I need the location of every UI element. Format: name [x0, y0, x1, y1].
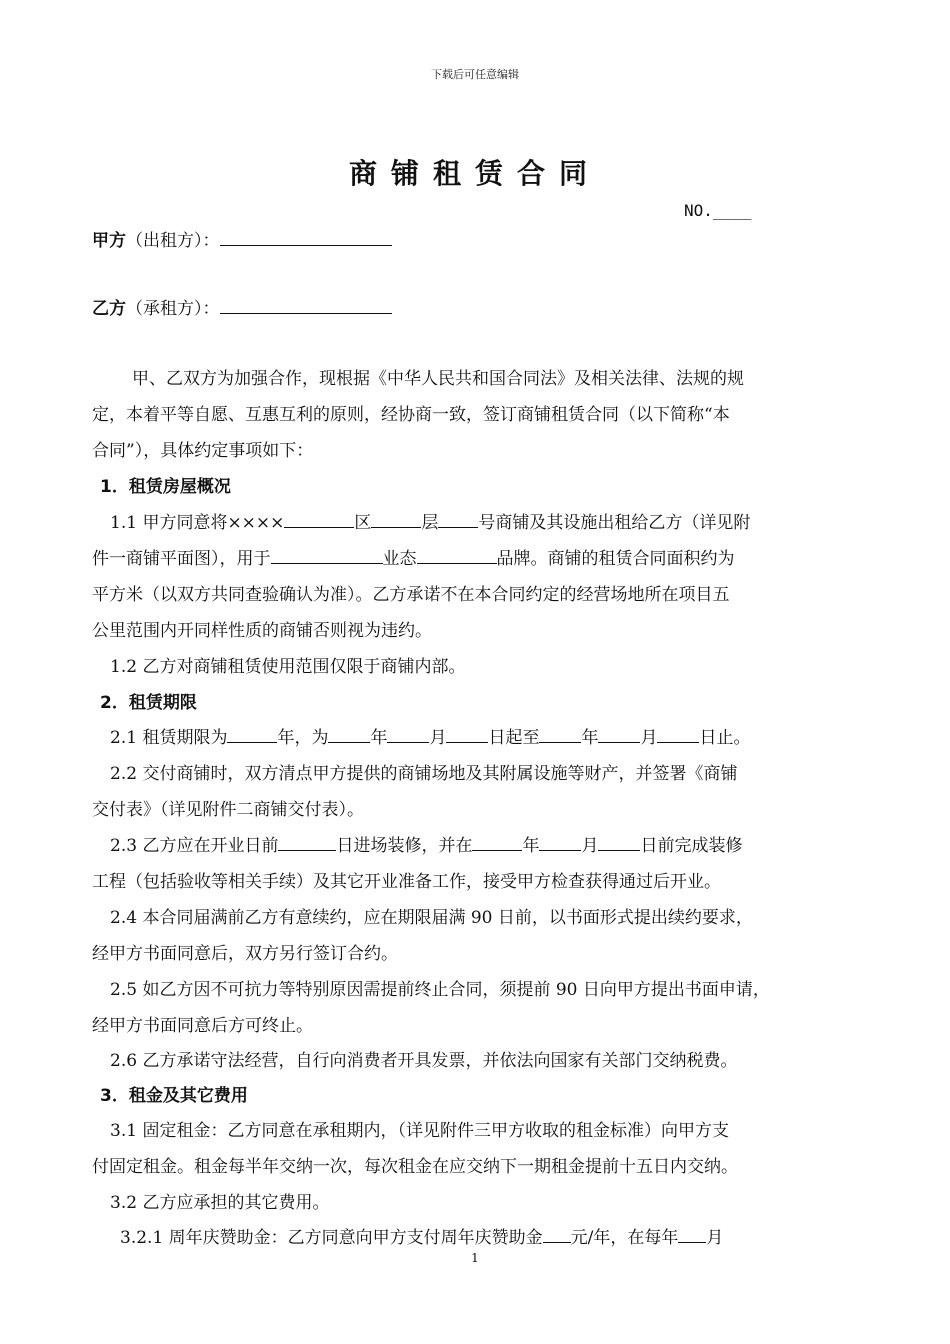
party-b-blank[interactable] — [220, 297, 392, 314]
clause-text: 层 — [421, 513, 439, 533]
fill-blank[interactable] — [472, 834, 522, 851]
clause-text: 年 — [522, 836, 540, 856]
clause-2-2: 2.2 交付商铺时，双方清点甲方提供的商铺场地及其附属设施等财产，并签署《商铺 — [110, 764, 738, 784]
clause-text: 业态 — [382, 549, 417, 569]
intro-line: 定，本着平等自愿、互惠互利的原则，经协商一致，签订商铺租赁合同（以下简称“本 — [92, 405, 730, 425]
party-a-blank[interactable] — [220, 229, 392, 246]
clause-text: 日进场装修，并在 — [336, 836, 473, 856]
fill-blank[interactable] — [227, 726, 277, 743]
clause-text: 年，为 — [277, 728, 329, 748]
section-heading: 3．租金及其它费用 — [100, 1086, 248, 1106]
clause-line: 交付表》（详见附件二商铺交付表）。 — [92, 800, 364, 820]
party-a-role: （出租方）： — [126, 231, 220, 251]
clause-2-1 — [110, 723, 750, 748]
section-heading: 2．租赁期限 — [100, 693, 197, 713]
fill-blank[interactable] — [539, 834, 581, 851]
clause-line: 经甲方书面同意后，双方另行签订合约。 — [92, 944, 398, 964]
clause-text: 日起至 — [488, 728, 540, 748]
clause-2-3 — [110, 831, 742, 856]
clause-text: 日前完成装修 — [640, 836, 743, 856]
section-heading: 1．租赁房屋概况 — [100, 477, 231, 497]
party-b-line — [92, 294, 392, 319]
clause-text: 号商铺及其设施出租给乙方（详见附 — [478, 513, 751, 533]
clause-2-4: 2.4 本合同届满前乙方有意续约，应在期限届满 90 日前，以书面形式提出续约要求， — [110, 908, 753, 928]
clause-text: 3.2.1 周年庆赞助金：乙方同意向甲方支付周年庆赞助金 — [120, 1228, 543, 1248]
clause-text: 月 — [581, 836, 599, 856]
clause-text: 年 — [581, 728, 599, 748]
contract-number: NO.____ — [684, 201, 752, 220]
clause-text: 月 — [429, 728, 447, 748]
fill-blank[interactable] — [539, 726, 581, 743]
clause-line: 经甲方书面同意后方可终止。 — [92, 1016, 313, 1036]
party-b-label: 乙方 — [92, 299, 126, 319]
clause-text: 月 — [706, 1228, 724, 1248]
clause-3-1: 3.1 固定租金：乙方同意在承租期内，（详见附件三甲方收取的租金标准）向甲方支 — [110, 1121, 729, 1141]
clause-text: 区 — [354, 513, 372, 533]
fill-blank[interactable] — [678, 1226, 706, 1243]
clause-2-6: 2.6 乙方承诺守法经营，自行向消费者开具发票，并依法向国家有关部门交纳税费。 — [110, 1051, 738, 1071]
fill-blank[interactable] — [278, 834, 336, 851]
fill-blank[interactable] — [446, 726, 488, 743]
fill-blank[interactable] — [284, 511, 354, 528]
party-a-line — [92, 226, 392, 251]
clause-text: 年 — [370, 728, 388, 748]
fill-blank[interactable] — [387, 726, 429, 743]
clause-text: 件一商铺平面图），用于 — [92, 549, 271, 569]
intro-line: 甲、乙双方为加强合作，现根据《中华人民共和国合同法》及相关法律、法规的规 — [132, 369, 744, 389]
clause-3-2-1 — [120, 1223, 723, 1248]
clause-line: 工程（包括验收等相关手续）及其它开业准备工作，接受甲方检查获得通过后开业。 — [92, 872, 721, 892]
fill-blank[interactable] — [657, 726, 699, 743]
fill-blank[interactable] — [598, 834, 640, 851]
fill-blank[interactable] — [438, 511, 478, 528]
clause-text: 元/年，在每年 — [570, 1228, 679, 1248]
clause-line: 付固定租金。租金每半年交纳一次，每次租金在应交纳下一期租金提前十五日内交纳。 — [92, 1157, 738, 1177]
intro-line: 合同”），具体约定事项如下： — [92, 441, 314, 461]
fill-blank[interactable] — [328, 726, 370, 743]
fill-blank[interactable] — [543, 1226, 571, 1243]
fill-blank[interactable] — [417, 547, 497, 564]
clause-line: 平方米（以双方共同查验确认为准）。乙方承诺不在本合同约定的经营场地所在项目五 — [92, 585, 730, 605]
fill-blank[interactable] — [598, 726, 640, 743]
clause-text: 2.1 租赁期限为 — [110, 728, 228, 748]
clause-text: 2.3 乙方应在开业日前 — [110, 836, 279, 856]
page-number: 1 — [471, 1251, 479, 1265]
clause-1-2: 1.2 乙方对商铺租赁使用范围仅限于商铺内部。 — [110, 657, 466, 677]
party-b-role: （承租方）： — [126, 299, 220, 319]
clause-1-1 — [110, 508, 750, 533]
clause-text: 品牌。商铺的租赁合同面积约为 — [496, 549, 735, 569]
clause-text: 日止。 — [699, 728, 751, 748]
fill-blank[interactable] — [371, 511, 421, 528]
clause-text: 月 — [640, 728, 658, 748]
clause-3-2: 3.2 乙方应承担的其它费用。 — [110, 1193, 330, 1213]
document-title: 商铺租赁合同 — [348, 157, 601, 190]
fill-blank[interactable] — [271, 547, 383, 564]
clause-text: 1.1 甲方同意将×××× — [110, 513, 285, 533]
clause-line: 公里范围内开同样性质的商铺否则视为违约。 — [92, 621, 432, 641]
clause-2-5: 2.5 如乙方因不可抗力等特别原因需提前终止合同，须提前 90 日向甲方提出书面申请， — [110, 980, 770, 1000]
header-note: 下载后可任意编辑 — [431, 68, 519, 81]
clause-1-1-line2 — [92, 544, 735, 569]
party-a-label: 甲方 — [92, 231, 126, 251]
